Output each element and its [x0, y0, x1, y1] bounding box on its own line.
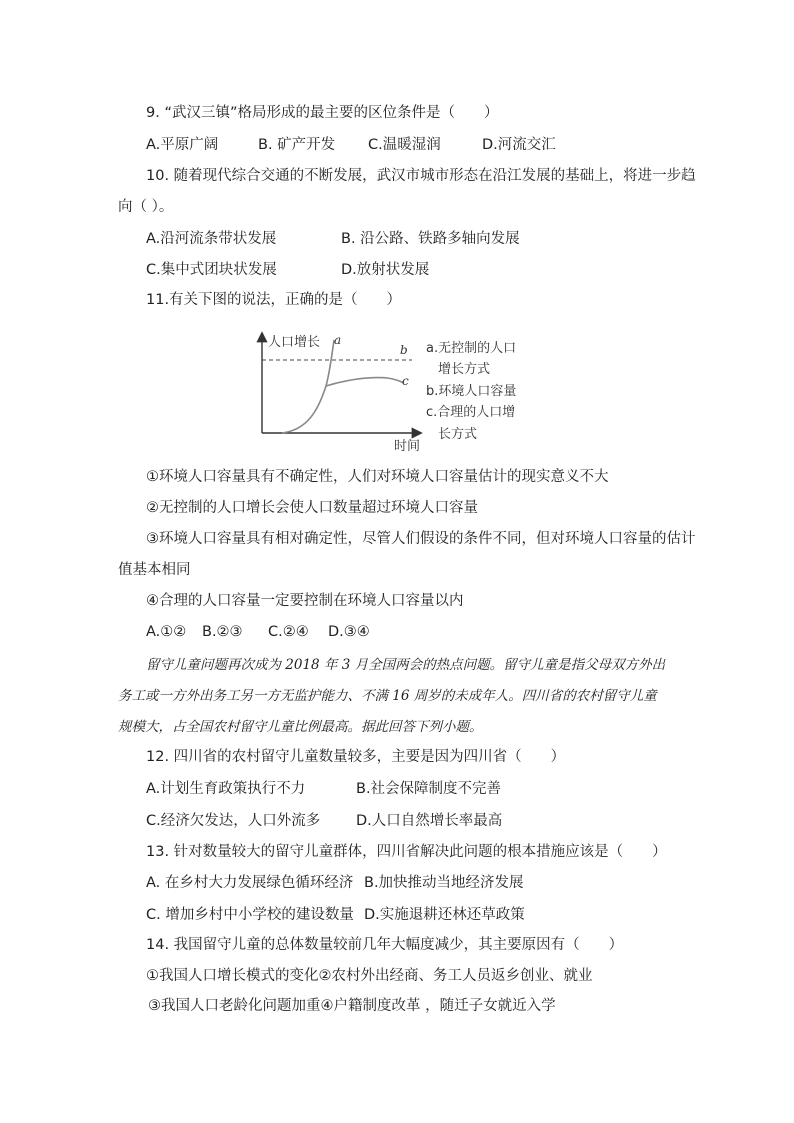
q10-option-a: A.沿河流条带状发展: [146, 231, 277, 247]
legend-line: b.环境人口容量: [426, 384, 517, 399]
question-9-stem: 9. “武汉三镇”格局形成的最主要的区位条件是（ ）: [146, 105, 499, 121]
curve-c-reasonable: [326, 378, 404, 386]
curve-c-label: c: [402, 374, 409, 388]
q14-statements-line2: ③我国人口老龄化问题加重④户籍制度改革 ，随迁子女就近入学: [148, 998, 556, 1014]
q11-option-b: B.②③: [202, 624, 243, 640]
q10-option-b: B. 沿公路、铁路多轴向发展: [341, 231, 520, 247]
q9-option-c: C.温暖湿润: [368, 137, 441, 153]
passage-line-1: 留守儿童问题再次成为 2018 年 3 月全国两会的热点问题。留守儿童是指父母双方外出: [146, 657, 666, 673]
legend-line: a.无控制的人口: [426, 341, 517, 356]
q9-option-b: B. 矿产开发: [258, 137, 336, 153]
y-axis-label: 人口增长: [268, 335, 321, 350]
q11-option-a: A.①②: [146, 624, 187, 640]
q12-option-c: C.经济欠发达，人口外流多: [146, 813, 321, 829]
q9-option-d: D.河流交汇: [482, 137, 556, 153]
q9-option-a: A.平原广阔: [146, 137, 219, 153]
legend-line: 长方式: [438, 427, 478, 442]
passage-line-2: 务工或一方外出务工另一方无监护能力、不满 16 周岁的未成年人。四川省的农村留守儿童: [118, 688, 657, 704]
q12-option-b: B.社会保障制度不完善: [356, 781, 502, 797]
q11-option-d: D.③④: [328, 624, 370, 640]
chart-legend: [426, 340, 516, 442]
curve-a-label: a: [334, 333, 342, 347]
q11-statement-2: ②无控制的人口增长会使人口数量超过环境人口容量: [146, 500, 478, 516]
q11-statement-3: ③环境人口容量具有相对确定性，尽管人们假设的条件不同，但对环境人口容量的估计: [146, 531, 696, 547]
legend-line: 增长方式: [438, 362, 491, 377]
q11-statement-1: ①环境人口容量具有不确定性，人们对环境人口容量估计的现实意义不大: [146, 469, 609, 485]
question-10-stem-line1: 10. 随着现代综合交通的不断发展，武汉市城市形态在沿江发展的基础上，将进一步趋: [146, 168, 696, 184]
q11-option-c: C.②④: [268, 624, 309, 640]
curve-b-label: b: [400, 343, 408, 357]
question-13-stem: 13. 针对数量较大的留守儿童群体，四川省解决此问题的根本措施应该是（ ）: [146, 844, 667, 860]
q14-statements-line1: ①我国人口增长模式的变化②农村外出经商、务工人员返乡创业、就业: [146, 968, 593, 984]
q11-statement-3-cont: 值基本相同: [118, 562, 191, 578]
question-12-stem: 12. 四川省的农村留守儿童数量较多，主要是因为四川省（ ）: [146, 749, 566, 765]
q12-option-d: D.人口自然增长率最高: [356, 813, 503, 829]
q13-option-a: A. 在乡村大力发展绿色循环经济: [146, 875, 354, 891]
population-growth-figure: [252, 326, 542, 456]
q13-option-c: C. 增加乡村中小学校的建设数量: [146, 907, 354, 923]
passage-line-3: 规模大，占全国农村留守儿童比例最高。据此回答下列小题。: [118, 719, 483, 735]
q12-option-a: A.计划生育政策执行不力: [146, 781, 306, 797]
legend-line: c.合理的人口增: [426, 405, 516, 420]
question-10-stem-line2: 向（ ）。: [118, 199, 174, 215]
q13-option-b: B.加快推动当地经济发展: [364, 875, 524, 891]
q10-option-d: D.放射状发展: [341, 262, 430, 278]
q10-option-c: C.集中式团块状发展: [146, 262, 277, 278]
question-11-stem: 11.有关下图的说法，正确的是（ ）: [146, 292, 402, 308]
q11-statement-4: ④合理的人口容量一定要控制在环境人口容量以内: [146, 593, 464, 609]
q13-option-d: D.实施退耕还林还草政策: [364, 907, 525, 923]
x-axis-label: 时间: [394, 439, 421, 454]
question-14-stem: 14. 我国留守儿童的总体数量较前几年大幅度减少，其主要原因有（ ）: [146, 937, 624, 953]
